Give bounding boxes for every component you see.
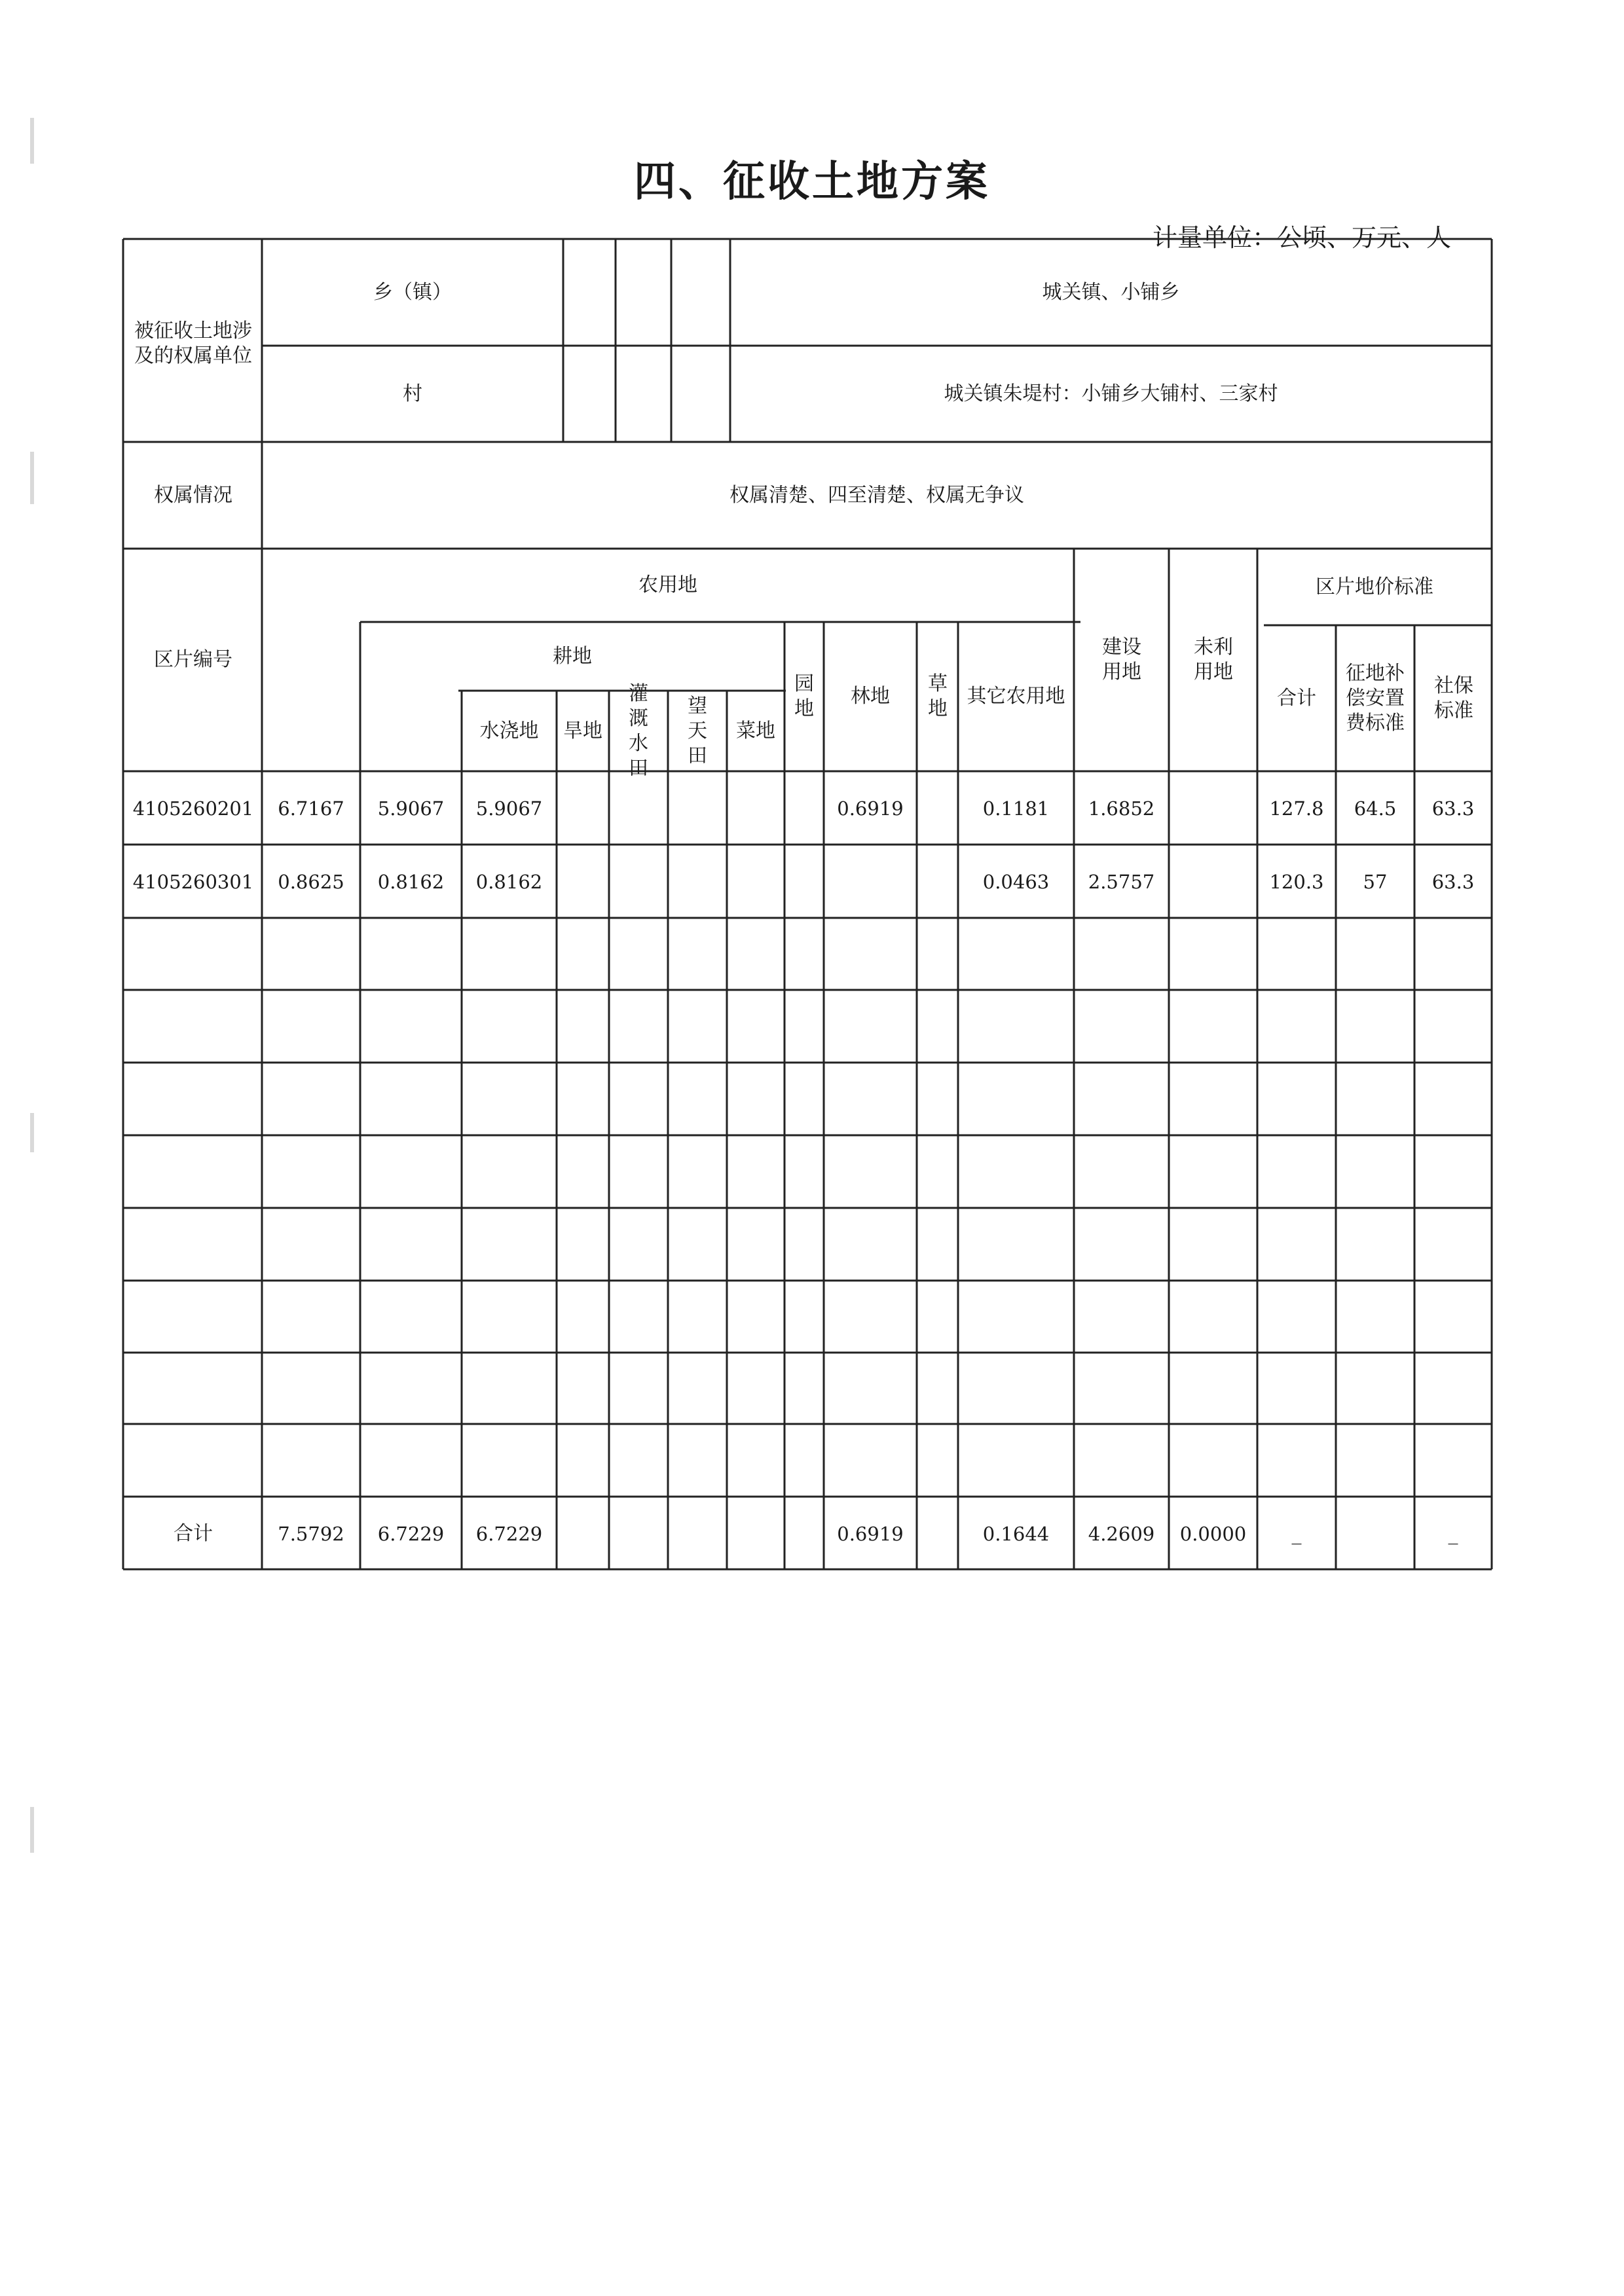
table-cell: 4.2609 <box>1088 1522 1155 1545</box>
table-cell: 0.6919 <box>837 1522 904 1545</box>
table-cell: 2.5757 <box>1088 871 1155 893</box>
header-price-standard: 区片地价标准 <box>1316 575 1433 598</box>
ownership-unit-label: 被征收土地涉及的权属单位 <box>134 319 252 367</box>
table-cell: 5.9067 <box>377 797 445 820</box>
header-irrigated: 水浇地 <box>479 719 539 742</box>
table-cell: 6.7229 <box>377 1522 445 1545</box>
table-cell: 0.1181 <box>982 797 1050 820</box>
table-cell: 0.6919 <box>837 797 904 820</box>
header-unused: 未利用地 <box>1194 636 1233 683</box>
header-zone-id: 区片编号 <box>154 648 232 671</box>
table-cell: _ <box>1448 1522 1458 1545</box>
table-cell: 0.8162 <box>475 871 543 893</box>
page-title: 四、征收土地方案 <box>634 157 990 206</box>
table-cell: 0.8625 <box>278 871 344 893</box>
table-cell: 4105260301 <box>132 871 254 893</box>
table-cell: 127.8 <box>1269 797 1324 820</box>
header-construction: 建设用地 <box>1102 636 1141 683</box>
table-cell: 1.6852 <box>1088 797 1155 820</box>
ownership-status-value: 权属清楚、四至清楚、权属无争议 <box>729 484 1024 507</box>
ownership-status-label: 权属情况 <box>154 484 232 507</box>
unit-note: 计量单位：公顷、万元、人 <box>1153 223 1452 252</box>
village-label: 村 <box>403 382 422 405</box>
total-label: 合计 <box>174 1522 213 1545</box>
table-cell: 4105260201 <box>132 797 254 820</box>
table-cell: 0.0463 <box>982 871 1050 893</box>
table-cell: 6.7167 <box>278 797 344 820</box>
table-cell: 7.5792 <box>278 1522 344 1545</box>
header-social-security: 社保标准 <box>1434 674 1473 722</box>
header-grass: 草地 <box>928 672 948 720</box>
table-cell: 0.8162 <box>377 871 445 893</box>
table-cell: 63.3 <box>1431 797 1475 820</box>
table-cell: 5.9067 <box>475 797 543 820</box>
table-cell: 6.7229 <box>475 1522 543 1545</box>
table-cell: 64.5 <box>1354 797 1397 820</box>
table-cell: _ <box>1291 1522 1302 1545</box>
table-cell: 120.3 <box>1269 871 1324 893</box>
header-cultivated: 耕地 <box>553 644 592 668</box>
header-compensation: 征地补偿安置费标准 <box>1346 661 1405 735</box>
township-label: 乡（镇） <box>373 281 452 304</box>
header-other-agri: 其它农用地 <box>967 685 1065 708</box>
table-cell: 0.0000 <box>1179 1522 1247 1545</box>
header-dry: 旱地 <box>563 719 602 742</box>
header-paddy: 灌溉水田 <box>629 682 648 780</box>
table-cell: 63.3 <box>1431 871 1475 893</box>
township-value: 城关镇、小铺乡 <box>1042 281 1180 304</box>
header-terrace: 望天田 <box>688 694 707 767</box>
village-value: 城关镇朱堤村：小铺乡大铺村、三家村 <box>944 382 1278 405</box>
header-vegetable: 菜地 <box>736 719 775 742</box>
table-cell: 0.1644 <box>982 1522 1050 1545</box>
header-price-total: 合计 <box>1277 686 1316 710</box>
header-garden: 园地 <box>794 672 814 720</box>
header-agricultural: 农用地 <box>638 574 697 596</box>
header-forest: 林地 <box>851 685 890 708</box>
table-cell: 57 <box>1363 871 1388 893</box>
